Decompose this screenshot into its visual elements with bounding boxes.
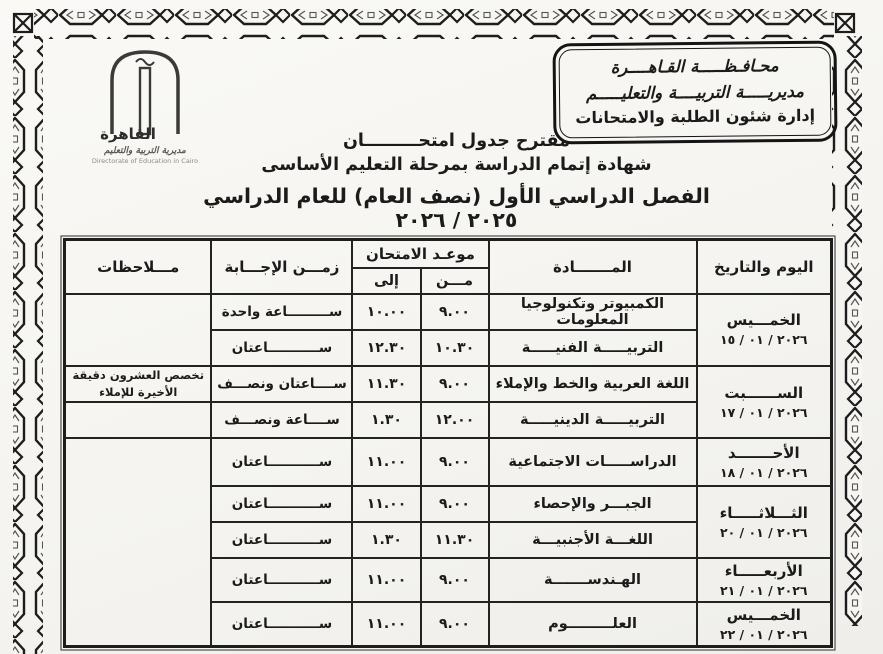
duration-cell: ســـــــــــاعتان [211, 558, 352, 602]
from-time-cell: ١١.٣٠ [421, 522, 489, 558]
duration-cell: ســــاعتان ونصـــف [211, 366, 352, 403]
day-name: الثـــلاثـــــاء [719, 503, 808, 522]
day-name: الخمـــيس [726, 311, 801, 330]
day-date: ٢٠٢٦ / ٠١ / ٢١ [719, 582, 808, 598]
table-row [64, 366, 831, 403]
duration-cell: ســـــــــاعة واحدة [211, 294, 352, 330]
note-cell-empty [64, 438, 211, 646]
subject-cell: اللغـــة الأجنبيـــة [489, 522, 697, 558]
duration-cell: ســـــــــــاعتان [211, 602, 352, 646]
from-time-cell: ٩.٠٠ [421, 438, 489, 486]
day-name: الأربعـــــاء [724, 561, 803, 580]
day-name: الخمـــيس [726, 605, 801, 624]
day-date: ٢٠٢٦ / ٠١ / ١٧ [719, 404, 808, 420]
note-cell-empty [64, 402, 211, 438]
day-cell-wed21 [697, 558, 832, 602]
header-notes: مـــلاحظات [64, 240, 211, 294]
duration-cell: ســـــــــــاعتان [211, 330, 352, 366]
day-date: ٢٠٢٦ / ٠١ / ٢٠ [719, 524, 808, 540]
header-from: مـــن [421, 268, 489, 294]
logo-caption-ar: مديرية التربية والتعليم [104, 146, 186, 156]
from-time-cell: ٩.٠٠ [421, 558, 489, 602]
letterhead-box [552, 41, 837, 145]
subject-cell: التربيـــــة الدينيـــــة [489, 402, 697, 438]
day-date: ٢٠٢٦ / ٠١ / ١٨ [719, 464, 808, 480]
org-directorate: مديريـــــة التربيــــة والتعليـــــم [585, 81, 805, 103]
subject-cell: الجبـــر والإحصاء [489, 486, 697, 522]
subject-cell: العلـــــــــوم [489, 602, 697, 646]
to-time-cell: ١٠.٠٠ [352, 294, 420, 330]
day-cell-sun18 [697, 438, 832, 486]
subject-cell: الدراســـــات الاجتماعية [489, 438, 697, 486]
header-subject: المـــــــادة [489, 240, 697, 294]
from-time-cell: ٩.٠٠ [421, 366, 489, 403]
border-left-strip [13, 36, 43, 654]
logo-arch [112, 52, 178, 134]
logo-city-text: القاهرة [100, 125, 156, 143]
day-cell-thu15 [697, 294, 832, 366]
exam-schedule-table [63, 238, 833, 648]
to-time-cell: ١١.٠٠ [352, 602, 420, 646]
title-proposed-schedule: مقترح جدول امتحـــــــــان [343, 131, 570, 151]
org-administration: إدارة شئون الطلبة والامتحانات [575, 105, 816, 128]
note-cell-empty [64, 294, 211, 366]
to-time-cell: ١١.٣٠ [352, 366, 420, 403]
duration-cell: ســــاعة ونصـــف [211, 402, 352, 438]
subject-cell: اللغة العربية والخط والإملاء [489, 366, 697, 403]
title-semester-year: الفصل الدراسي الأول (نصف العام) للعام الدراسي ٢٠٢٥ / ٢٠٢٦ [203, 184, 710, 232]
org-governorate: محـافـظـــــة القـاهــــرة [610, 56, 779, 77]
subject-cell: الهـندســـــــة [489, 558, 697, 602]
header-exam-time: موعـد الامتحان [352, 240, 488, 268]
subject-cell: الكمبيوتر وتكنولوجيا المعلومات [489, 294, 697, 330]
border-corner-top-left [14, 14, 32, 32]
day-cell-sat17 [697, 366, 832, 439]
from-time-cell: ١٠.٣٠ [421, 330, 489, 366]
to-time-cell: ١١.٠٠ [352, 558, 420, 602]
header-duration: زمـــن الإجـــابة [211, 240, 352, 294]
logo-tilde [136, 59, 154, 65]
border-top-strip [34, 9, 834, 39]
duration-cell: ســـــــــــاعتان [211, 522, 352, 558]
title-certificate: شهادة إتمام الدراسة بمرحلة التعليم الأساسى [261, 155, 652, 175]
day-cell-tue20 [697, 486, 832, 558]
from-time-cell: ٩.٠٠ [421, 602, 489, 646]
to-time-cell: ١.٣٠ [352, 522, 420, 558]
day-date: ٢٠٢٦ / ٠١ / ٢٢ [719, 626, 808, 642]
to-time-cell: ١.٣٠ [352, 402, 420, 438]
document-titles [180, 131, 733, 232]
to-time-cell: ١١.٠٠ [352, 486, 420, 522]
day-name: الســــــبت [724, 383, 804, 402]
from-time-cell: ٩.٠٠ [421, 486, 489, 522]
table-row [64, 294, 831, 330]
to-time-cell: ١١.٠٠ [352, 438, 420, 486]
border-corner-top-right [836, 14, 854, 32]
day-cell-thu22 [697, 602, 832, 646]
subject-cell: التربيـــــة الفنيـــــة [489, 330, 697, 366]
from-time-cell: ٩.٠٠ [421, 294, 489, 330]
from-time-cell: ١٢.٠٠ [421, 402, 489, 438]
header-day-date: اليوم والتاريخ [697, 240, 832, 294]
day-name: الأحـــــــد [727, 443, 800, 462]
duration-cell: ســـــــــــاعتان [211, 438, 352, 486]
header-to: إلى [352, 268, 420, 294]
logo-caption-en: Directorate of Education in Cairo [91, 157, 199, 165]
to-time-cell: ١٢.٣٠ [352, 330, 420, 366]
duration-cell: ســـــــــــاعتان [211, 486, 352, 522]
note-cell-dictation: تخصص العشرون دقيقة الأخيرة للإملاء [64, 366, 211, 403]
day-date: ٢٠٢٦ / ٠١ / ١٥ [719, 332, 808, 348]
table-row [64, 438, 831, 486]
